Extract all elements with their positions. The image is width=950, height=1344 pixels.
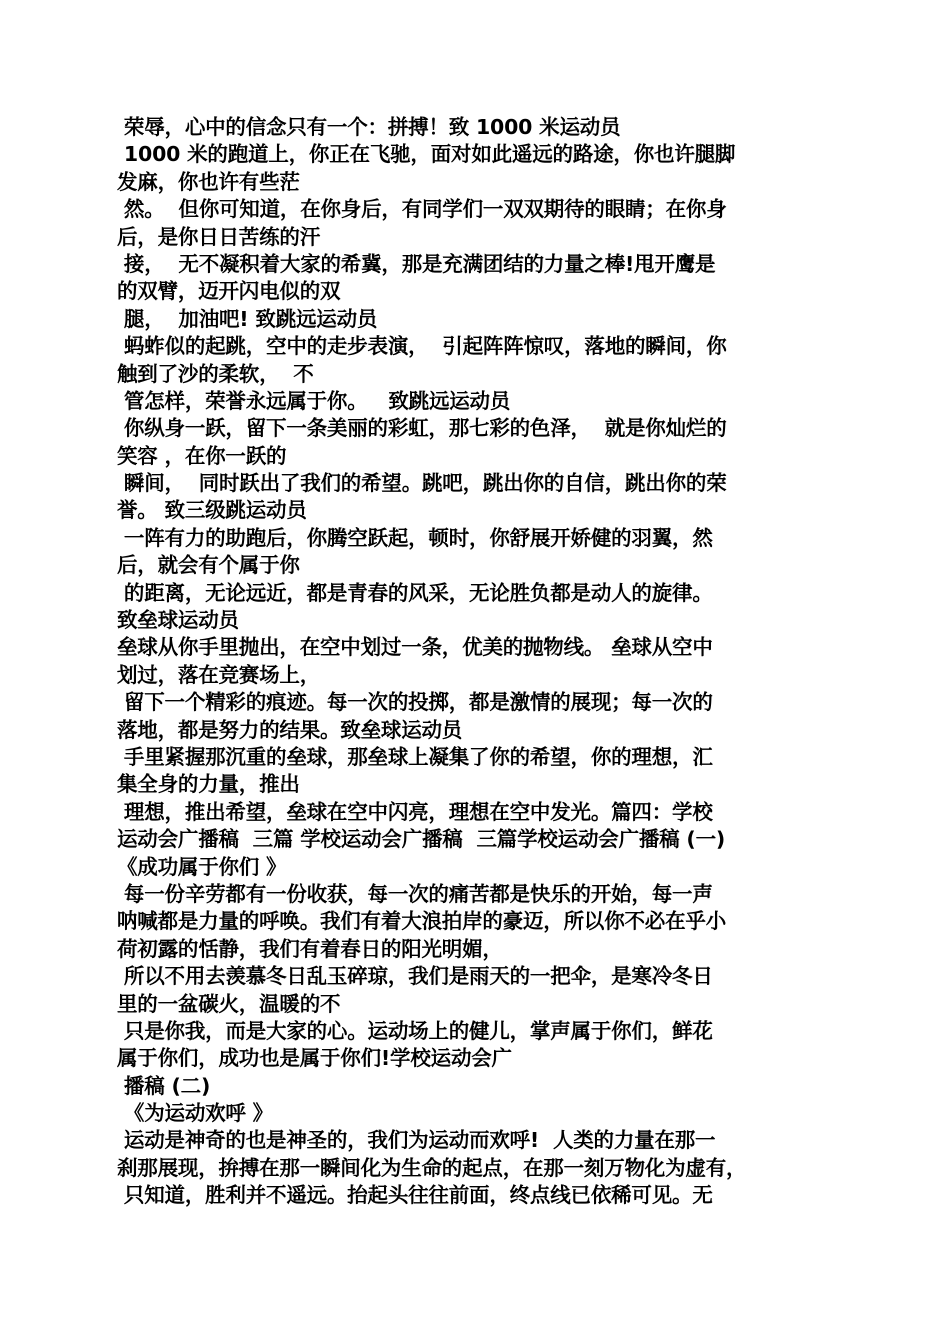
text-line: 后，就会有个属于你 (117, 553, 300, 578)
text-line: 垒球从你手里抛出，在空中划过一条，优美的抛物线。 垒球从空中 (117, 635, 713, 660)
text-line: 呐喊都是力量的呼唤。我们有着大浪拍岸的豪迈，所以你不必在乎小 (117, 909, 726, 934)
text-line: 划过，落在竞赛场上， (117, 662, 320, 687)
text-line: 手里紧握那沉重的垒球，那垒球上凝集了你的希望，你的理想，汇 (117, 744, 713, 769)
text-line: 的距离，无论远近，都是青春的风采，无论胜负都是动人的旋律。 (117, 580, 713, 605)
text-line: 落地，都是努力的结果。致垒球运动员 (117, 717, 463, 742)
text-line: 留下一个精彩的痕迹。每一次的投掷，都是激情的展现；每一次的 (117, 690, 713, 715)
text-line: 一阵有力的助跑后，你腾空跃起，顿时，你舒展开娇健的羽翼，然 (117, 525, 713, 550)
text-line: 里的一盆碳火，温暖的不 (117, 991, 341, 1016)
text-line: 《为运动欢呼 》 (117, 1101, 273, 1126)
text-line: 只知道，胜利并不遥远。抬起头往往前面，终点线已依稀可见。无 (117, 1183, 713, 1208)
text-line: 然。 但你可知道，在你身后，有同学们一双双期待的眼睛；在你身 (117, 197, 727, 222)
text-line: 你纵身一跃，留下一条美丽的彩虹，那七彩的色泽， 就是你灿烂的 (117, 416, 727, 441)
text-line: 每一份辛劳都有一份收获，每一次的痛苦都是快乐的开始，每一声 (117, 881, 713, 906)
text-line: 后，是你日日苦练的汗 (117, 224, 320, 249)
text-line: 笑容 ，在你一跃的 (117, 443, 287, 468)
text-line: 属于你们，成功也是属于你们!学校运动会广 (117, 1046, 512, 1071)
text-line: 1000 米的跑道上，你正在飞驰，面对如此遥远的路途，你也许腿脚 (117, 142, 736, 167)
text-line: 发麻，你也许有些茫 (117, 169, 300, 194)
text-line: 致垒球运动员 (117, 608, 239, 633)
text-line: 《成功属于你们 》 (117, 854, 287, 879)
document-body (117, 114, 837, 1210)
text-line: 的双臂，迈开闪电似的双 (117, 279, 341, 304)
text-line: 誉。 致三级跳运动员 (117, 498, 307, 523)
text-line: 蚂蚱似的起跳，空中的走步表演， 引起阵阵惊叹，落地的瞬间，你 (117, 334, 727, 359)
text-line: 所以不用去羡慕冬日乱玉碎琼，我们是雨天的一把伞，是寒冷冬日 (117, 964, 713, 989)
text-line: 瞬间， 同时跃出了我们的希望。跳吧，跳出你的自信，跳出你的荣 (117, 471, 727, 496)
text-line: 荷初露的恬静，我们有着春日的阳光明媚， (117, 936, 503, 961)
text-line: 刹那展现，拚搏在那一瞬间化为生命的起点，在那一刻万物化为虚有， (117, 1155, 747, 1180)
text-line: 腿， 加油吧! 致跳远运动员 (117, 306, 378, 331)
text-line: 理想，推出希望，垒球在空中闪亮，理想在空中发光。篇四：学校 (117, 799, 713, 824)
text-line: 只是你我，而是大家的心。运动场上的健儿，掌声属于你们，鲜花 (117, 1018, 713, 1043)
text-line: 运动是神奇的也是神圣的，我们为运动而欢呼! 人类的力量在那一 (117, 1128, 716, 1153)
text-line: 运动会广播稿 三篇 学校运动会广播稿 三篇学校运动会广播稿 (一) (117, 827, 726, 852)
text-line: 播稿 (二) (117, 1073, 211, 1098)
text-line: 集全身的力量，推出 (117, 772, 300, 797)
text-line: 触到了沙的柔软， 不 (117, 361, 314, 386)
text-line: 接， 无不凝积着大家的希冀，那是充满团结的力量之棒!甩开鹰是 (117, 251, 716, 276)
text-line: 管怎样，荣誉永远属于你。 致跳远运动员 (117, 388, 511, 413)
text-line: 荣辱，心中的信念只有一个：拼搏！致 1000 米运动员 (117, 115, 621, 139)
